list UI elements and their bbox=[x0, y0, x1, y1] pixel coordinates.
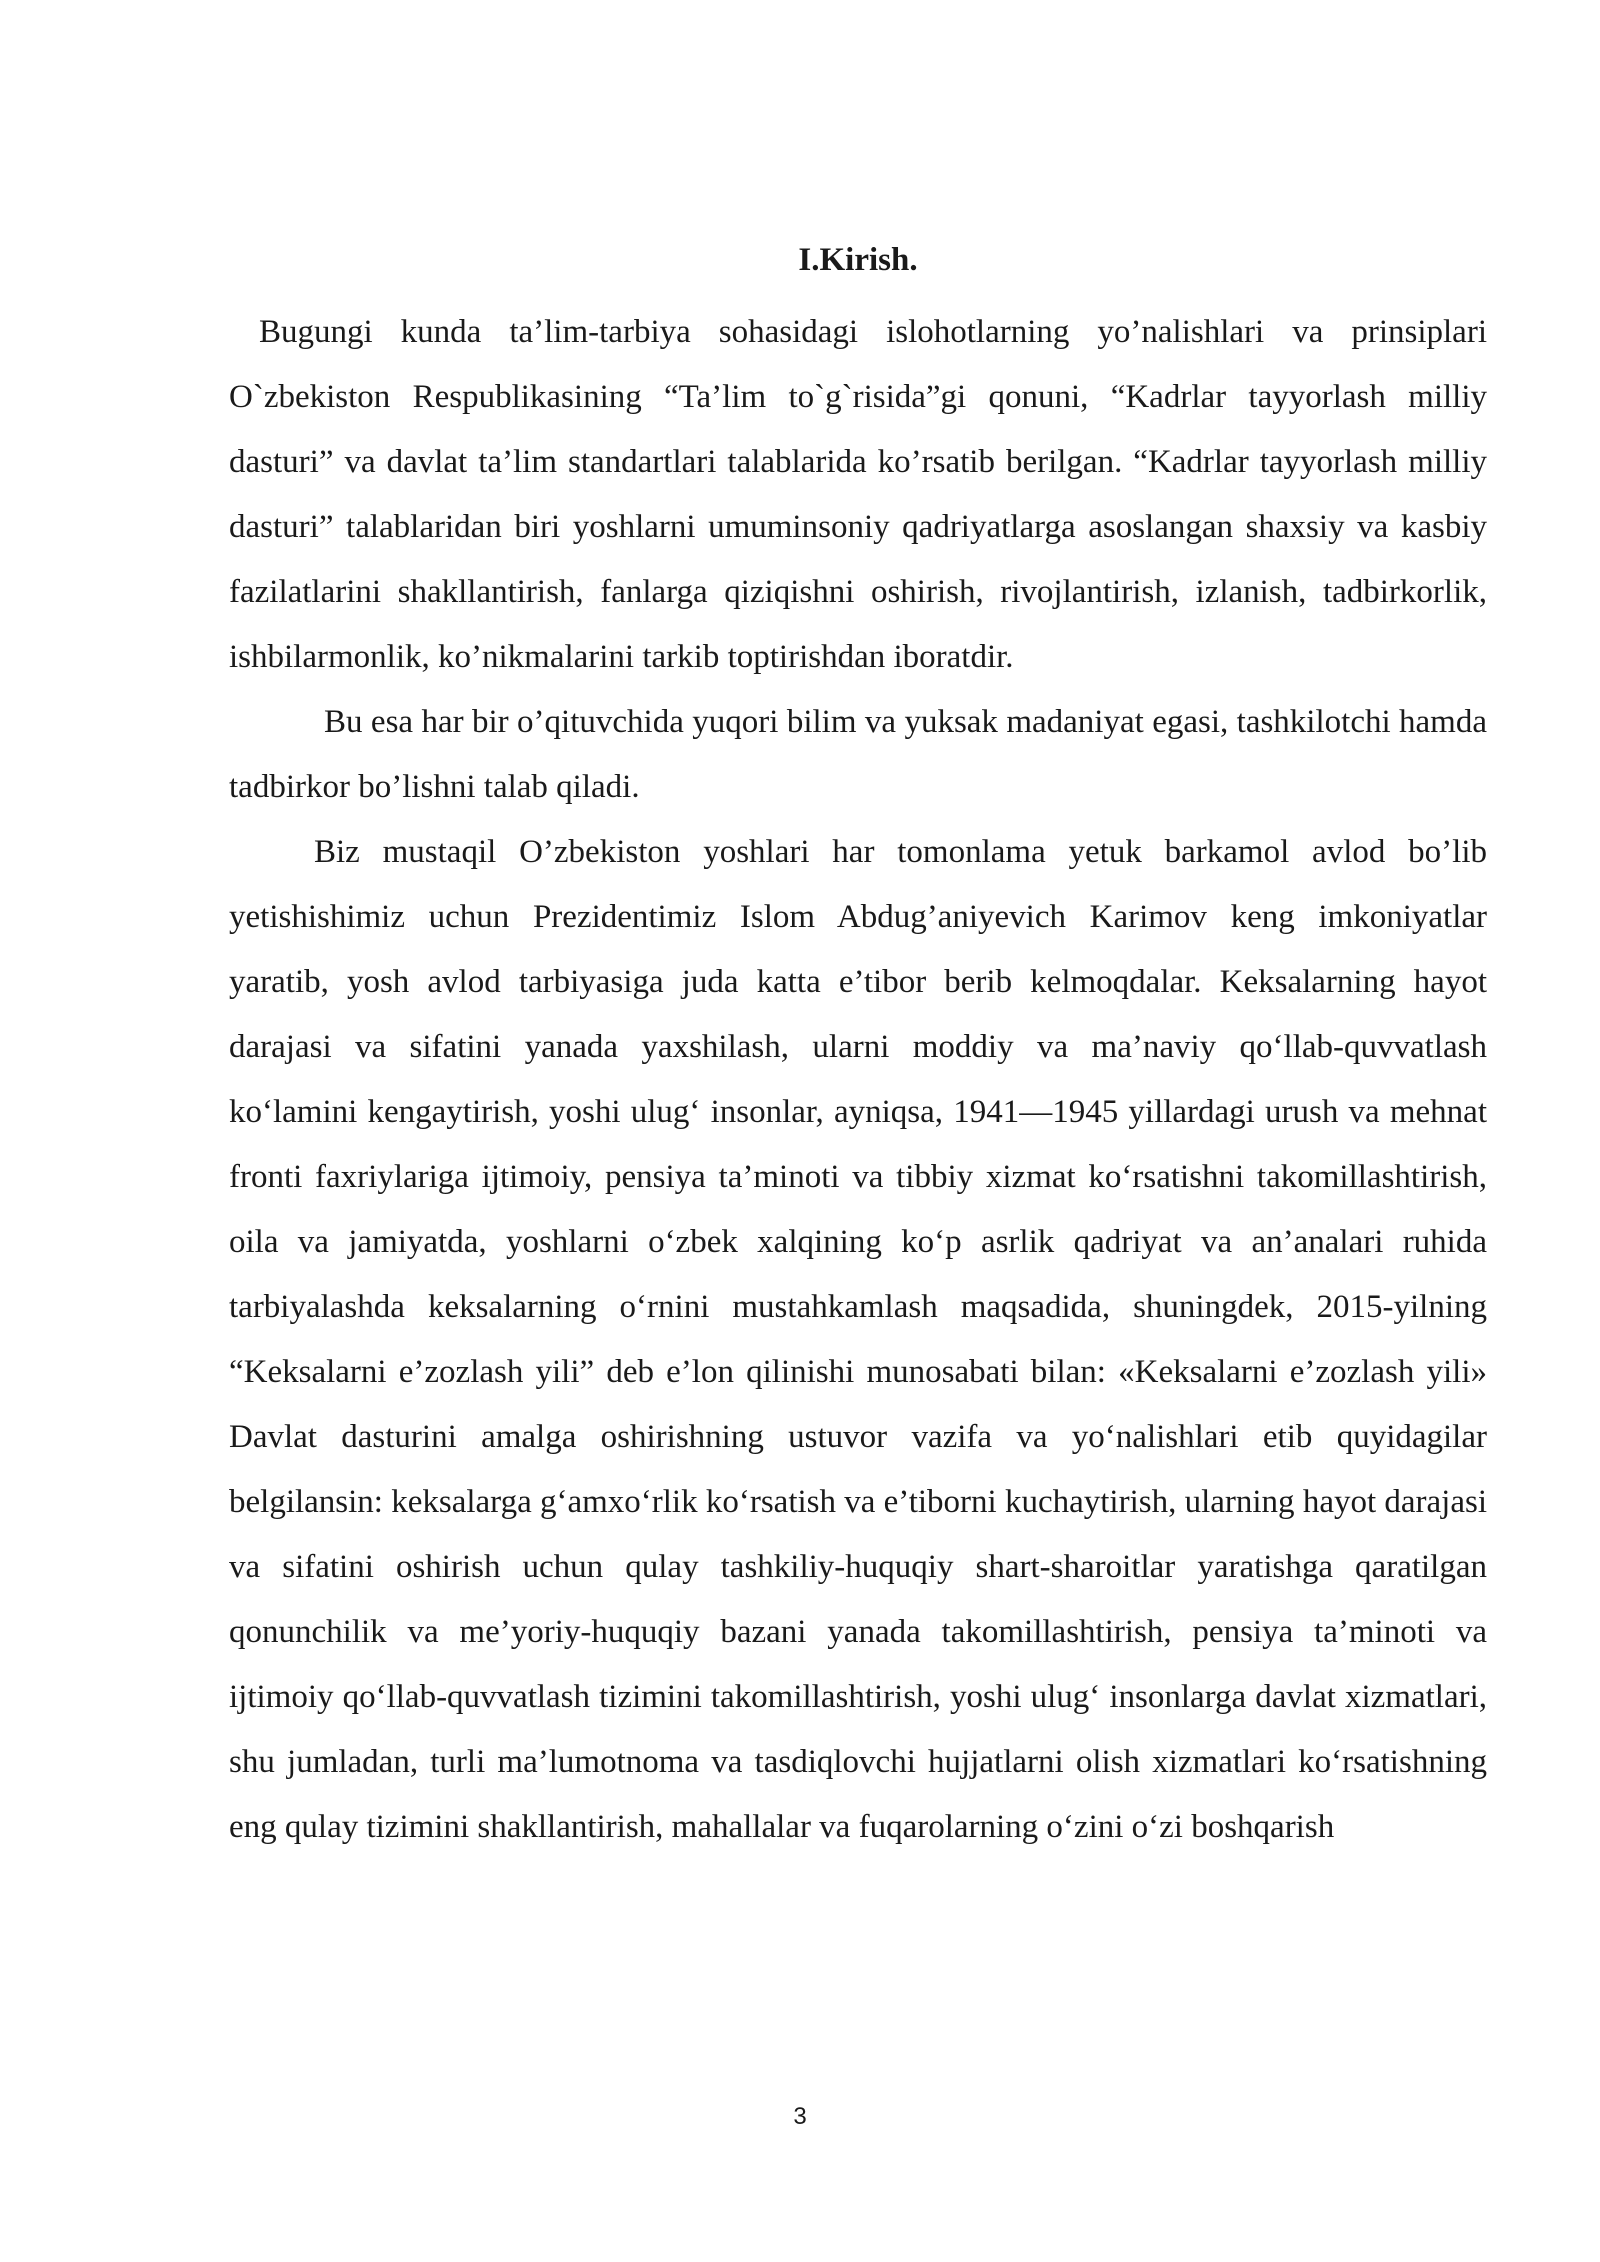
page-content bbox=[229, 236, 1487, 1860]
page-number: 3 bbox=[793, 2103, 807, 2130]
paragraph-1: Bugungi kunda ta’lim-tarbiya sohasidagi islohotlarning yo’nalishlari va prinsiplari O`zbekiston Respublikasining “Ta’lim to`g`risida”gi qonuni, “Kadrlar tayyorlash milliy dasturi” va davlat ta’lim standartlari talablarida ko’rsatib berilgan. “Kadrlar tayyorlash milliy dasturi” talablaridan biri yoshlarni umuminsoniy qadriyatlarga asoslangan shaxsiy va kasbiy fazilatlarini shakllantirish, fanlarga qiziqishni oshirish, rivojlantirish, izlanish, tadbirkorlik, ishbilarmonlik, ko’nikmalarini tarkib toptirishdan iboratdir. bbox=[229, 314, 1487, 675]
paragraph-2: Bu esa har bir o’qituvchida yuqori bilim va yuksak madaniyat egasi, tashkilotchi hamda tadbirkor bo’lishni talab qiladi. bbox=[229, 704, 1487, 805]
section-title: I.Kirish. bbox=[798, 242, 918, 278]
paragraph-3: Biz mustaqil O’zbekiston yoshlari har tomonlama yetuk barkamol avlod bo’lib yetishishimiz uchun Prezidentimiz Islom Abdug’aniyevich Karimov keng imkoniyatlar yaratib, yosh avlod tarbiyasiga juda katta e’tibor berib kelmoqdalar. Keksalarning hayot darajasi va sifatini yanada yaxshilash, ularni moddiy va ma’naviy qo‘llab-quvvatlash ko‘lamini kengaytirish, yoshi ulug‘ insonlar, ayniqsa, 1941—1945 yillardagi urush va mehnat fronti faxriylariga ijtimoiy, pensiya ta’minoti va tibbiy xizmat ko‘rsatishni takomillashtirish, oila va jamiyatda, yoshlarni o‘zbek xalqining ko‘p asrlik qadriyat va an’analari ruhida tarbiyalashda keksalarning o‘rnini mustahkamlash maqsadida, shuningdek, 2015-yilning “Keksalarni e’zozlash yili” deb e’lon qilinishi munosabati bilan: «Keksalarni e’zozlash yili» Davlat dasturini amalga oshirishning ustuvor vazifa va yo‘nalishlari etib quyidagilar belgilansin: keksalarga g‘amxo‘rlik ko‘rsatish va e’tiborni kuchaytirish, ularning hayot darajasi va sifatini oshirish uchun qulay tashkiliy-huquqiy shart-sharoitlar yaratishga qaratilgan qonunchilik va me’yoriy-huquqiy bazani yanada takomillashtirish, pensiya ta’minoti va ijtimoiy qo‘llab-quvvatlash tizimini takomillashtirish, yoshi ulug‘ insonlarga davlat xizmatlari, shu jumladan, turli ma’lumotnoma va tasdiqlovchi hujjatlarni olish xizmatlari ko‘rsatishning eng qulay tizimini shakllantirish, mahallalar va fuqarolarning o‘zini o‘zi boshqarish bbox=[229, 834, 1487, 1845]
